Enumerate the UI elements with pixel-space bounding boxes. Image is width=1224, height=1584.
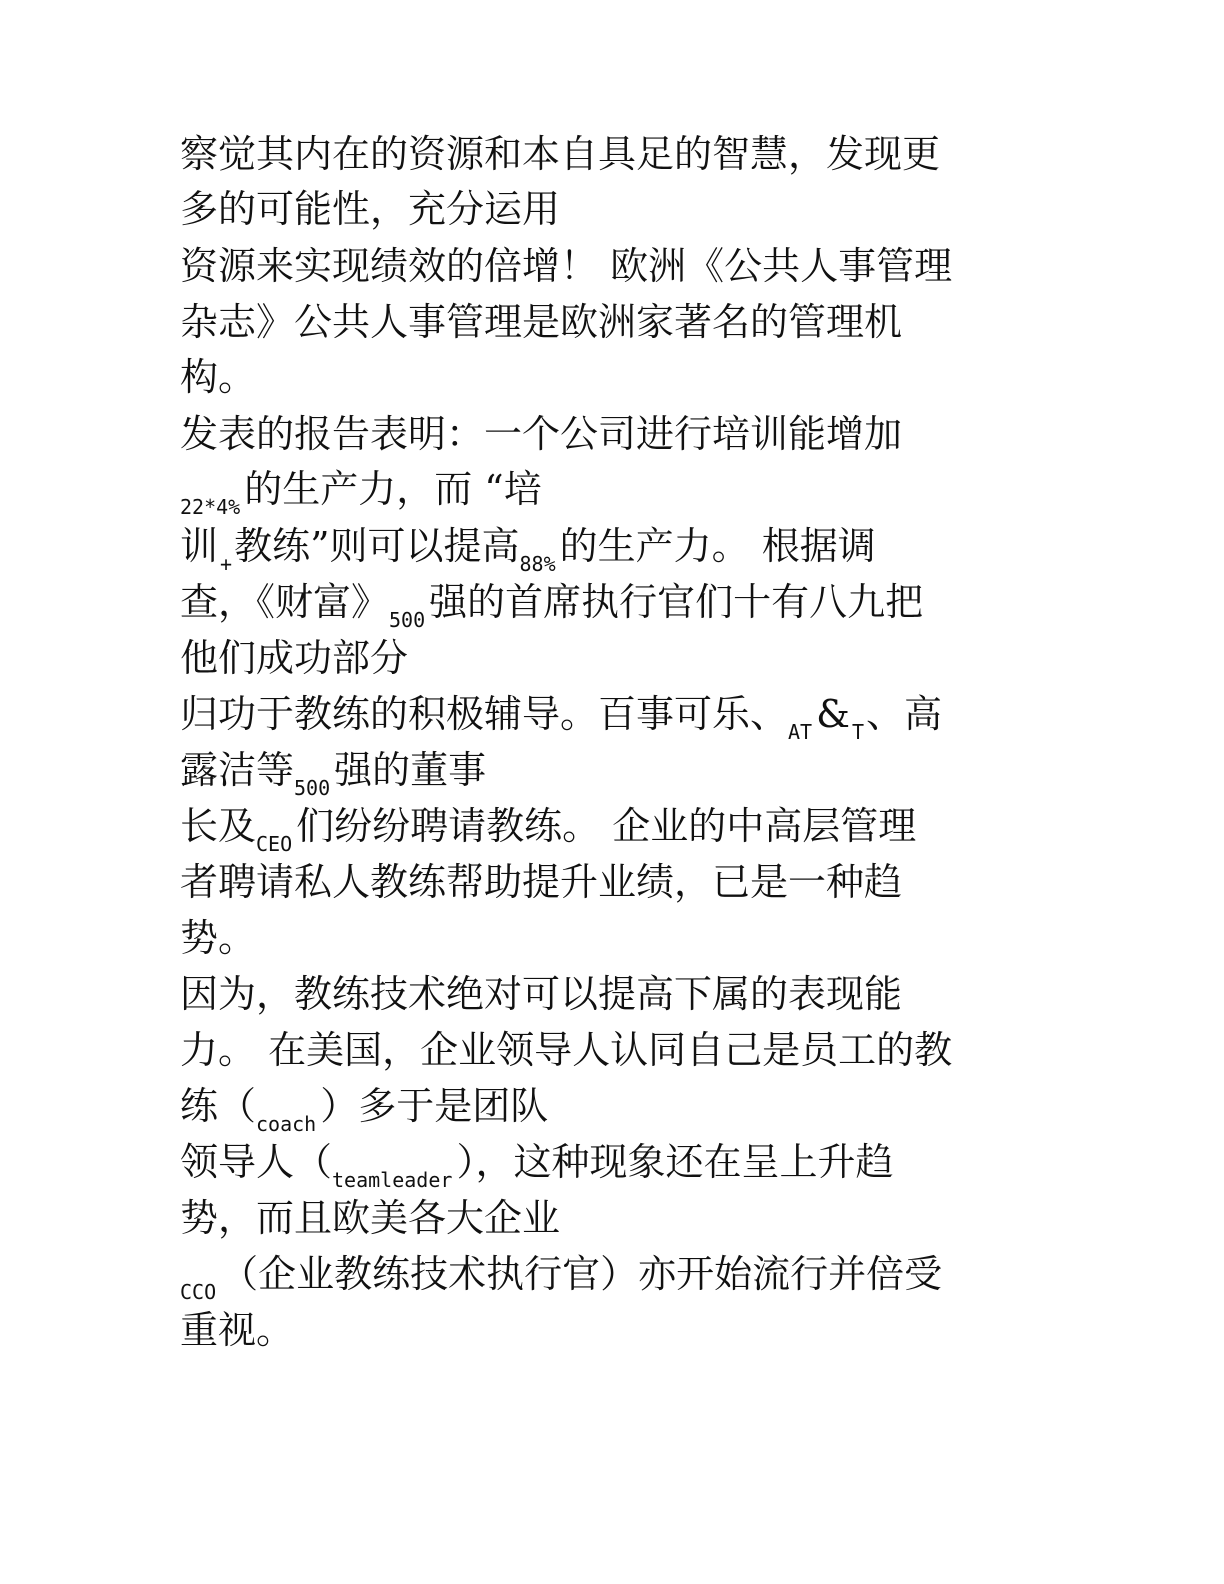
text-line: 杂志》公共人事管理是欧洲家著名的管理机 [180,300,903,344]
text-line: 长及$_{CEO}$ 们纷纷聘请教练。 企业的中高层管理 [180,804,917,856]
subscript-text: teamleader [332,1168,453,1192]
text-line: 察觉其内在的资源和本自具足的智慧，发现更 [180,132,941,176]
text-line: 练（$_{coach}$ ）多于是团队 [180,1084,549,1136]
subscript-number: 500 [389,608,426,632]
subscript-number: 22*4% [180,495,241,519]
text-line: 发表的报告表明：一个公司进行培训能增加 [180,412,903,456]
subscript-text: AT [788,720,813,744]
text-line: 重视。 [180,1308,295,1352]
text-line: 者聘请私人教练帮助提升业绩，已是一种趋 [180,860,903,904]
text-line: $_{CCO}$ （企业教练技术执行官）亦开始流行并倍受 [180,1252,943,1304]
subscript-text: CEO [256,832,293,856]
text-line: 露洁等$_{500}$ 强的董事 [180,748,487,800]
text-line: 构。 [180,355,257,399]
text-line: 训 $_+$教练”则可以提高$_{88\%}$ 的生产力。 根据调 [180,524,876,576]
text-line: 资源来实现绩效的倍增！ 欧洲《公共人事管理 [180,244,953,288]
subscript-text: CCO [180,1280,217,1304]
subscript-symbol: + [220,552,233,576]
text-line: 势，而且欧美各大企业 [180,1196,561,1240]
subscript-text: coach [256,1112,317,1136]
subscript-text: T [851,720,864,744]
text-line: 力。 在美国，企业领导人认同自己是员工的教 [180,1028,953,1072]
text-line: 归功于教练的积极辅导。百事可乐、$_{AT}$ & $_T$、高 [180,692,942,744]
text-line: 他们成功部分 [180,636,409,680]
text-line: $_{22*4\%}$ 的生产力，而 “培 [180,467,542,519]
text-line: 势。 [180,916,257,960]
text-line: 因为，教练技术绝对可以提高下属的表现能 [180,972,903,1016]
text-line: 查，《财富》$_{500}$ 强的首席执行官们十有八九把 [180,580,924,632]
subscript-number: 88% [519,552,556,576]
text-line: 多的可能性，充分运用 [180,187,561,231]
text-line: 领导人（$_{teamleader}$ ），这种现象还在呈上升趋 [180,1140,894,1192]
subscript-number: 500 [294,776,331,800]
